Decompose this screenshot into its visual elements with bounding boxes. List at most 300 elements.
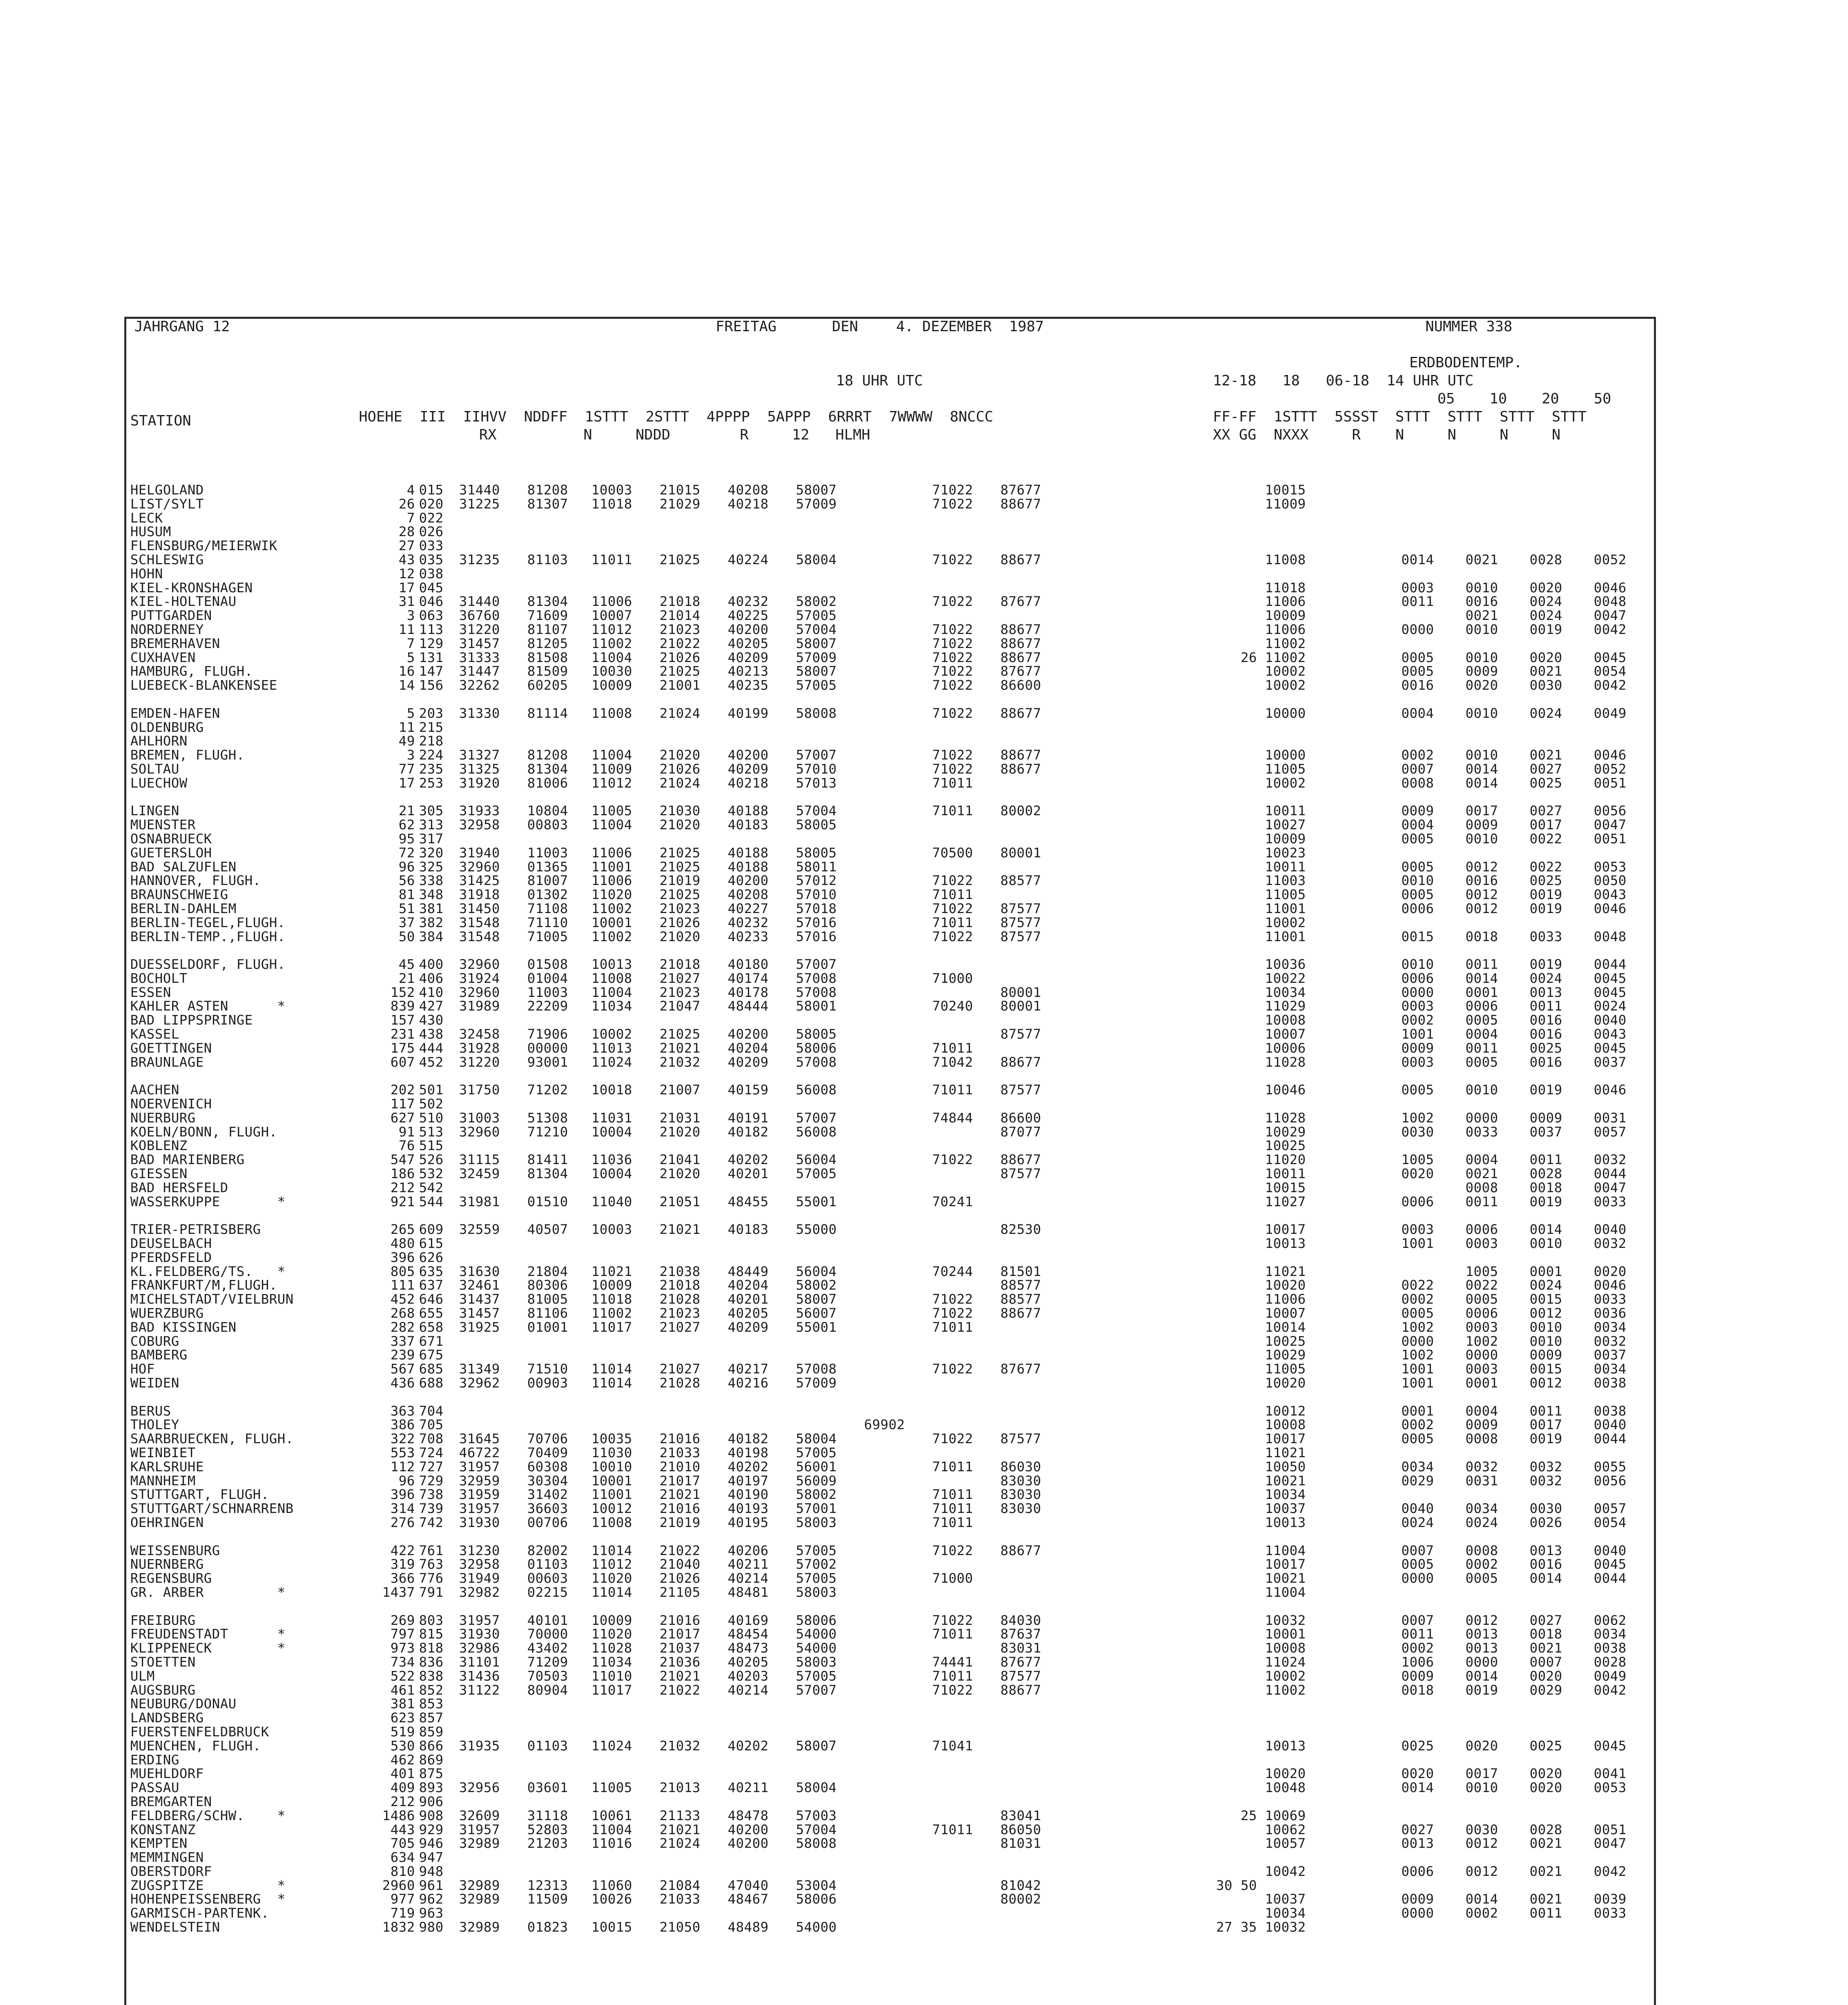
cell-s1: 11020 [591,887,632,903]
cell-nd: 01302 [527,887,568,903]
cell-e2: 0003 [1465,1361,1498,1377]
cell-a5: 58005 [796,845,837,861]
cell-e4: 0048 [1594,928,1627,944]
cell-s18: 10025 [1265,1333,1306,1349]
cell-hohe: 231 [390,1026,415,1042]
cell-hohe: 212 [390,1179,415,1195]
cell-e1: 0014 [1401,551,1434,567]
cell-hohe: 366 [390,1570,415,1586]
cell-n: 87577 [1000,1668,1041,1684]
cell-e2: 0005 [1465,1570,1498,1586]
cell-e3: 0024 [1530,1277,1563,1293]
cell-s18: 10008 [1265,1012,1306,1028]
cell-e1: 0003 [1401,579,1434,595]
cell-a5: 57004 [796,1821,837,1837]
cell-s18: 11002 [1265,1682,1306,1698]
cell-e4: 0038 [1594,1640,1627,1656]
cell-a5: 57016 [796,928,837,944]
cell-s1: 11002 [591,928,632,944]
cell-s18: 10029 [1265,1124,1306,1140]
cell-e3: 0028 [1530,1821,1563,1837]
cell-name: STUTTGART/SCHNARRENB [130,1501,294,1517]
cell-e1: 0015 [1401,928,1434,944]
cell-w7: 71011 [932,1626,973,1642]
cell-hohe: 212 [390,1793,415,1809]
cell-s18: 10046 [1265,1082,1306,1098]
table-gap [130,1600,1654,1614]
cell-name: BERLIN-TEMP.,FLUGH. [130,928,285,944]
header-subcodes-right: XX GG NXXX R N N N N [1213,427,1561,443]
cell-nd: 01508 [527,956,568,972]
cell-s1: 11030 [591,1444,632,1460]
cell-hohe: 422 [390,1542,415,1558]
cell-hohe: 705 [390,1835,415,1851]
cell-p4: 40200 [728,1026,769,1042]
cell-s2: 21001 [660,677,700,693]
cell-s1: 11002 [591,635,632,651]
cell-n: 88677 [1000,1054,1041,1070]
cell-s2: 21010 [660,1458,700,1474]
table-row [130,1418,1654,1432]
cell-iii: 963 [419,1905,444,1921]
table-row [130,1027,1654,1041]
cell-n: 81501 [1000,1263,1041,1279]
cell-s2: 21026 [660,649,700,665]
cell-p4: 40190 [728,1487,769,1503]
cell-e1: 1002 [1401,1319,1434,1335]
cell-e4: 0031 [1594,1110,1627,1126]
cell-s18: 10007 [1265,1305,1306,1321]
cell-hohe: 2960 [382,1877,415,1893]
cell-p4: 40188 [728,859,769,875]
cell-ii: 31750 [459,1082,500,1098]
cell-nd: 81007 [527,873,568,889]
cell-n: 88577 [1000,873,1041,889]
cell-s18: 10002 [1265,914,1306,930]
table-row [130,1167,1654,1181]
cell-p4: 40201 [728,1166,769,1182]
cell-nd: 81208 [527,482,568,498]
cell-e4: 0053 [1594,1780,1627,1796]
cell-e4: 0057 [1594,1501,1627,1517]
cell-s2: 21019 [660,873,700,889]
cell-n: 88677 [1000,621,1041,637]
cell-a5: 54000 [796,1640,837,1656]
cell-w7: 71011 [932,1082,973,1098]
cell-s2: 21040 [660,1556,700,1572]
cell-nd: 81103 [527,551,568,567]
cell-name: HUSUM [130,524,171,540]
cell-e1: 0009 [1401,803,1434,819]
cell-nd: 01365 [527,859,568,875]
cell-ii: 31330 [459,705,500,721]
cell-e2: 0018 [1465,928,1498,944]
cell-name: KOBLENZ [130,1138,188,1154]
cell-e1: 0005 [1401,1431,1434,1447]
cell-e3: 0019 [1530,887,1563,903]
cell-name: PASSAU [130,1780,180,1796]
cell-iii: 859 [419,1723,444,1740]
cell-e4: 0034 [1594,1319,1627,1335]
cell-e2: 0013 [1465,1626,1498,1642]
table-row [130,567,1654,581]
cell-hohe: 152 [390,984,415,1000]
table-row [130,497,1654,511]
cell-s18: 10020 [1265,1766,1306,1782]
cell-name: WASSERKUPPE * [130,1193,285,1209]
cell-a5: 57012 [796,873,837,889]
cell-e1: 0009 [1401,1040,1434,1056]
cell-hohe: 1486 [382,1807,415,1823]
cell-w7: 71022 [932,928,973,944]
cell-iii: 046 [419,593,444,610]
cell-ii: 31115 [459,1152,500,1168]
cell-ii: 32956 [459,1780,500,1796]
cell-n: 80001 [1000,845,1041,861]
cell-s1: 11004 [591,649,632,665]
cell-iii: 609 [419,1221,444,1237]
cell-e2: 0012 [1465,1612,1498,1628]
cell-s2: 21029 [660,496,700,512]
cell-ii: 31645 [459,1431,500,1447]
cell-s18: 11001 [1265,900,1306,916]
cell-name: LUECHOW [130,775,188,791]
cell-iii: 980 [419,1919,444,1935]
table-row [130,721,1654,735]
cell-s1: 11012 [591,621,632,637]
cell-n: 87677 [1000,1654,1041,1670]
table-row [130,1139,1654,1153]
cell-e4: 0032 [1594,1235,1627,1252]
cell-n: 82530 [1000,1221,1041,1237]
cell-s1: 10018 [591,1082,632,1098]
cell-iii: 803 [419,1612,444,1628]
cell-e3: 0018 [1530,1626,1563,1642]
cell-a5: 56001 [796,1458,837,1474]
cell-a5: 58002 [796,593,837,610]
cell-w7: 71022 [932,705,973,721]
cell-e3: 0028 [1530,551,1563,567]
cell-s1: 11001 [591,859,632,875]
header-depths: 05 10 20 50 [1437,391,1611,407]
cell-e3: 0011 [1530,1403,1563,1419]
cell-e2: 0010 [1465,621,1498,637]
cell-hohe: 117 [390,1096,415,1112]
cell-s2: 21022 [660,635,700,651]
cell-e2: 0010 [1465,830,1498,847]
cell-s18: 10000 [1265,705,1306,721]
cell-p4: 48455 [728,1193,769,1209]
table-gap [130,693,1654,707]
table-gap [130,1069,1654,1083]
cell-e4: 0047 [1594,817,1627,833]
cell-nd: 11509 [527,1891,568,1907]
cell-e2: 0013 [1465,1640,1498,1656]
cell-e1: 0009 [1401,1668,1434,1684]
cell-iii: 325 [419,859,444,875]
cell-a5: 57005 [796,1166,837,1182]
cell-name: PFERDSFELD [130,1249,212,1265]
cell-hohe: 977 [390,1891,415,1907]
cell-w7: 71011 [932,887,973,903]
cell-a5: 57004 [796,621,837,637]
cell-p4: 40208 [728,887,769,903]
cell-ii: 31425 [459,873,500,889]
cell-a5: 58003 [796,1584,837,1600]
cell-p4: 48449 [728,1263,769,1279]
cell-s1: 11020 [591,1570,632,1586]
cell-w7: 71041 [932,1738,973,1754]
cell-s1: 10035 [591,1431,632,1447]
cell-name: HANNOVER, FLUGH. [130,873,261,889]
cell-hohe: 443 [390,1821,415,1837]
cell-s2: 21032 [660,1054,700,1070]
cell-nd: 71609 [527,608,568,624]
cell-p4: 40182 [728,1124,769,1140]
table-row [130,1544,1654,1558]
cell-hohe: 805 [390,1263,415,1279]
cell-ii: 31924 [459,970,500,986]
cell-hohe: 436 [390,1375,415,1391]
cell-e4: 0028 [1594,1654,1627,1670]
cell-hohe: 28 [399,524,415,540]
cell-e2: 0011 [1465,1193,1498,1209]
cell-e2: 0014 [1465,775,1498,791]
cell-s2: 21024 [660,1835,700,1851]
table-row [130,1055,1654,1069]
cell-a5: 57010 [796,761,837,777]
cell-hohe: 14 [399,677,415,693]
cell-ii: 31436 [459,1668,500,1684]
cell-s2: 21014 [660,608,700,624]
cell-w7: 71011 [932,1821,973,1837]
cell-e2: 0009 [1465,663,1498,679]
cell-hohe: 77 [399,761,415,777]
cell-s18: 11003 [1265,873,1306,889]
cell-s1: 11006 [591,845,632,861]
cell-s1: 10009 [591,1277,632,1293]
cell-iii: 129 [419,635,444,651]
cell-e4: 0051 [1594,830,1627,847]
cell-w7: 71022 [932,635,973,651]
table-row [130,1348,1654,1362]
table-row [130,1125,1654,1139]
cell-s1: 11010 [591,1668,632,1684]
cell-nd: 31118 [527,1807,568,1823]
cell-e2: 0020 [1465,1738,1498,1754]
cell-nd: 36603 [527,1501,568,1517]
cell-iii: 869 [419,1752,444,1768]
cell-hohe: 50 [399,928,415,944]
cell-e2: 0008 [1465,1542,1498,1558]
cell-s1: 11011 [591,551,632,567]
cell-s2: 21022 [660,1682,700,1698]
cell-e2: 0010 [1465,649,1498,665]
cell-a5: 57008 [796,1361,837,1377]
cell-n: 80002 [1000,1891,1041,1907]
cell-e3: 0009 [1530,1347,1563,1363]
table-row [130,888,1654,902]
cell-e1: 0040 [1401,1501,1434,1517]
cell-s1: 11009 [591,761,632,777]
cell-name: GUETERSLOH [130,845,212,861]
cell-s18: 10015 [1265,482,1306,498]
cell-p4: 48473 [728,1640,769,1656]
cell-n: 88677 [1000,1682,1041,1698]
cell-iii: 671 [419,1333,444,1349]
cell-e2: 0014 [1465,761,1498,777]
cell-e3: 0017 [1530,1417,1563,1433]
cell-ii: 31003 [459,1110,500,1126]
cell-e3: 0024 [1530,593,1563,610]
cell-p4: 40218 [728,775,769,791]
cell-w7: 71022 [932,621,973,637]
cell-p4: 40174 [728,970,769,986]
cell-s1: 11008 [591,1514,632,1530]
cell-e3: 0027 [1530,803,1563,819]
cell-s1: 11024 [591,1738,632,1754]
cell-e3: 0010 [1530,1235,1563,1252]
cell-s1: 11002 [591,1305,632,1321]
cell-nd: 80904 [527,1682,568,1698]
cell-p4: 40206 [728,1542,769,1558]
cell-s18: 10009 [1265,830,1306,847]
cell-e3: 0025 [1530,775,1563,791]
station-table [130,483,1654,1934]
cell-hohe: 91 [399,1124,415,1140]
cell-p4: 40183 [728,817,769,833]
cell-e2: 0012 [1465,1835,1498,1851]
cell-name: DEUSELBACH [130,1235,212,1252]
table-row [130,748,1654,762]
cell-nd: 11003 [527,845,568,861]
cell-e3: 0014 [1530,1570,1563,1586]
cell-s2: 21021 [660,1487,700,1503]
cell-a5: 53004 [796,1877,837,1893]
table-row [130,999,1654,1013]
cell-ii: 32960 [459,859,500,875]
cell-ii: 31450 [459,900,500,916]
cell-e2: 1002 [1465,1333,1498,1349]
cell-iii: 776 [419,1570,444,1586]
cell-n: 83030 [1000,1472,1041,1489]
cell-e1: 0010 [1401,873,1434,889]
table-row [130,1837,1654,1851]
cell-a5: 57005 [796,1444,837,1460]
cell-name: LANDSBERG [130,1710,204,1726]
cell-e1: 0020 [1401,1766,1434,1782]
cell-nd: 51308 [527,1110,568,1126]
table-row [130,734,1654,748]
cell-ii: 31327 [459,747,500,763]
cell-hohe: 322 [390,1431,415,1447]
cell-a5: 58004 [796,551,837,567]
cell-ii: 32959 [459,1472,500,1489]
cell-s1: 11004 [591,984,632,1000]
cell-nd: 81304 [527,1166,568,1182]
cell-s18: 10032 [1265,1919,1306,1935]
cell-nd: 71110 [527,914,568,930]
cell-nd: 81107 [527,621,568,637]
cell-e1: 0005 [1401,1556,1434,1572]
cell-iii: 626 [419,1249,444,1265]
cell-s18: 11020 [1265,1152,1306,1168]
cell-p4: 40198 [728,1444,769,1460]
table-row [130,1851,1654,1865]
cell-e4: 0053 [1594,859,1627,875]
table-row [130,553,1654,567]
cell-s2: 21019 [660,1514,700,1530]
cell-w7: 71011 [932,775,973,791]
cell-w7: 71011 [932,1501,973,1517]
cell-s18: 11002 [1265,635,1306,651]
cell-s18: 11006 [1265,1291,1306,1307]
cell-nd: 71005 [527,928,568,944]
cell-hohe: 96 [399,859,415,875]
cell-n: 88677 [1000,649,1041,665]
cell-w7: 71022 [932,761,973,777]
cell-a5: 57007 [796,1110,837,1126]
cell-iii: 655 [419,1305,444,1321]
cell-hohe: 31 [399,593,415,610]
cell-e2: 0000 [1465,1110,1498,1126]
cell-ii: 31440 [459,482,500,498]
cell-e1: 0006 [1401,970,1434,986]
table-row [130,1460,1654,1474]
cell-nd: 40101 [527,1612,568,1628]
cell-s2: 21023 [660,1305,700,1321]
cell-s18: 10048 [1265,1780,1306,1796]
cell-ii: 31325 [459,761,500,777]
cell-p4: 40188 [728,803,769,819]
cell-nd: 81411 [527,1152,568,1168]
table-row [130,986,1654,1000]
cell-e3: 0021 [1530,663,1563,679]
cell-name: FELDBERG/SCHW. * [130,1807,285,1823]
cell-e2: 0012 [1465,859,1498,875]
cell-n: 81042 [1000,1877,1041,1893]
cell-s2: 21033 [660,1444,700,1460]
cell-name: FRANKFURT/M,FLUGH. [130,1277,277,1293]
cell-s18: 10006 [1265,1040,1306,1056]
cell-iii: 818 [419,1640,444,1656]
table-gap [130,1530,1654,1544]
cell-iii: 946 [419,1835,444,1851]
cell-nd: 01510 [527,1193,568,1209]
cell-iii: 430 [419,1012,444,1028]
cell-s18: 10000 [1265,747,1306,763]
issue-number: NUMMER 338 [1425,318,1512,335]
cell-a5: 58005 [796,1026,837,1042]
cell-e2: 0014 [1465,1668,1498,1684]
cell-a5: 57004 [796,803,837,819]
cell-hohe: 62 [399,817,415,833]
header-codes-right: FF-FF 1STTT 5SSST STTT STTT STTT STTT [1213,409,1587,425]
cell-hohe: 202 [390,1082,415,1098]
cell-s18: 11021 [1265,1263,1306,1279]
cell-name: BERLIN-DAHLEM [130,900,237,916]
cell-s2: 21027 [660,1319,700,1335]
cell-p4: 40203 [728,1668,769,1684]
cell-e4: 0047 [1594,1835,1627,1851]
cell-hohe: 45 [399,956,415,972]
cell-nd: 70409 [527,1444,568,1460]
cell-ii: 31333 [459,649,500,665]
cell-s18: 10015 [1265,1179,1306,1195]
cell-iii: 502 [419,1096,444,1112]
cell-p4: 40205 [728,1305,769,1321]
cell-s2: 21025 [660,1026,700,1042]
